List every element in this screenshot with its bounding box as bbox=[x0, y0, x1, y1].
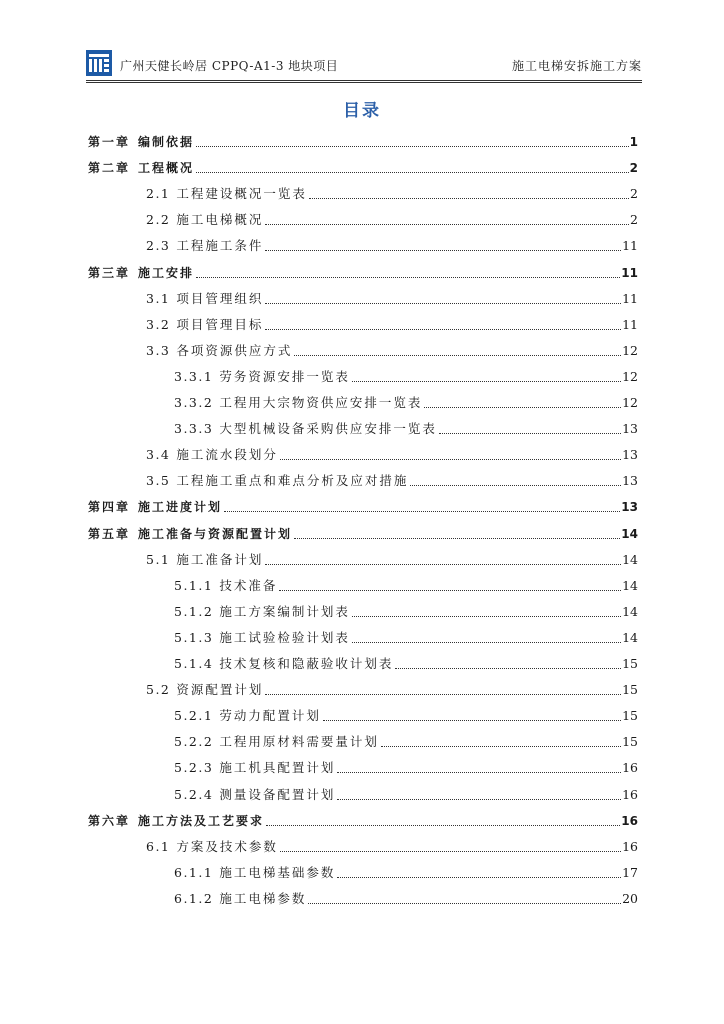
toc-entry[interactable] bbox=[146, 289, 638, 307]
toc-leader-dots bbox=[337, 877, 621, 878]
toc-section-number: 5.1 bbox=[146, 551, 171, 567]
toc-section-number: 2.1 bbox=[146, 186, 171, 202]
toc-entry-label bbox=[88, 526, 293, 542]
toc-entry-title: 工程用原材料需要量计划 bbox=[219, 734, 379, 750]
page-header bbox=[86, 48, 642, 80]
toc-entry[interactable] bbox=[146, 837, 638, 855]
toc-entry-label bbox=[146, 238, 264, 254]
toc-page-number: 2 bbox=[630, 186, 638, 202]
toc-entry-label bbox=[146, 343, 293, 359]
toc-leader-dots bbox=[337, 799, 621, 800]
toc-section-number: 2.2 bbox=[146, 212, 171, 228]
toc-leader-dots bbox=[196, 146, 629, 147]
toc-entry[interactable] bbox=[174, 785, 638, 803]
toc-entry[interactable] bbox=[174, 654, 638, 672]
toc-section-number: 3.5 bbox=[146, 473, 171, 489]
toc-page-number: 15 bbox=[622, 708, 638, 724]
toc-entry[interactable] bbox=[174, 889, 638, 907]
toc-entry-title: 施工电梯参数 bbox=[219, 890, 307, 906]
toc-entry[interactable] bbox=[146, 445, 638, 463]
toc-leader-dots bbox=[224, 511, 620, 512]
toc-leader-dots bbox=[410, 485, 621, 486]
toc-section-number: 5.1.3 bbox=[174, 629, 214, 645]
toc-page-number: 1 bbox=[629, 135, 638, 149]
toc-section-number: 5.1.1 bbox=[174, 577, 214, 593]
toc-chapter-number: 第三章 bbox=[88, 265, 131, 280]
toc-entry-label bbox=[174, 395, 423, 411]
toc-section-number: 3.3.1 bbox=[174, 368, 214, 384]
toc-leader-dots bbox=[280, 851, 621, 852]
toc-entry[interactable] bbox=[174, 602, 638, 620]
toc-entry-title: 劳动力配置计划 bbox=[219, 708, 321, 724]
toc-entry-title: 技术准备 bbox=[219, 577, 278, 593]
toc-entry-title: 测量设备配置计划 bbox=[219, 786, 336, 802]
toc-entry-title: 各项资源供应方式 bbox=[176, 342, 293, 358]
toc-chapter-number: 第五章 bbox=[88, 526, 131, 541]
header-rule-secondary bbox=[86, 82, 642, 83]
toc-page-number: 14 bbox=[621, 526, 638, 541]
toc-section-number: 5.2.1 bbox=[174, 708, 214, 724]
toc-page-number: 11 bbox=[622, 316, 638, 332]
header-rule bbox=[86, 80, 642, 81]
toc-leader-dots bbox=[265, 303, 621, 304]
toc-leader-dots bbox=[424, 407, 621, 408]
company-logo bbox=[86, 50, 112, 76]
toc-entry-label bbox=[146, 317, 264, 333]
toc-entry-label bbox=[174, 787, 336, 803]
toc-entry-title: 技术复核和隐蔽验收计划表 bbox=[219, 656, 394, 671]
toc-section-number: 3.3 bbox=[146, 342, 171, 358]
toc-page-number: 12 bbox=[622, 342, 638, 358]
toc-entry-title: 施工安排 bbox=[138, 265, 195, 280]
toc-entry-label bbox=[174, 369, 351, 385]
toc-entry[interactable] bbox=[146, 236, 638, 254]
toc-entry-title: 工程建设概况一览表 bbox=[176, 186, 307, 202]
toc-entry[interactable] bbox=[174, 758, 638, 776]
toc-entry-title: 工程概况 bbox=[138, 161, 195, 176]
toc-entry-label bbox=[146, 473, 409, 489]
toc-entry-label bbox=[174, 708, 322, 724]
toc-entry[interactable] bbox=[146, 210, 638, 228]
toc-leader-dots bbox=[352, 616, 621, 617]
toc-entry-title: 施工试验检验计划表 bbox=[219, 629, 350, 645]
toc-entry[interactable] bbox=[146, 184, 638, 202]
toc-entry-title: 工程施工重点和难点分析及应对措施 bbox=[176, 473, 409, 489]
toc-page-number: 15 bbox=[622, 734, 638, 750]
toc-entry[interactable] bbox=[88, 263, 638, 281]
toc-entry[interactable] bbox=[88, 811, 638, 829]
toc-leader-dots bbox=[294, 355, 621, 356]
toc-entry[interactable] bbox=[174, 863, 638, 881]
toc-section-number: 3.1 bbox=[146, 290, 171, 306]
toc-entry-title: 施工准备计划 bbox=[176, 551, 264, 567]
toc-page-number: 20 bbox=[622, 890, 638, 906]
toc-entry-title: 方案及技术参数 bbox=[176, 838, 278, 854]
toc-entry-label bbox=[88, 265, 195, 281]
toc-entry-label bbox=[174, 421, 438, 437]
toc-chapter-number: 第四章 bbox=[88, 500, 131, 515]
toc-page-number: 14 bbox=[622, 603, 638, 619]
toc-entry-label bbox=[88, 499, 223, 515]
toc-leader-dots bbox=[266, 825, 620, 826]
toc-leader-dots bbox=[279, 590, 621, 591]
toc-entry-label bbox=[174, 656, 394, 672]
toc-leader-dots bbox=[265, 329, 621, 330]
toc-entry-label bbox=[174, 734, 380, 750]
toc-page-number: 15 bbox=[622, 656, 638, 671]
toc-entry-label bbox=[174, 604, 351, 620]
toc-page-number: 16 bbox=[622, 760, 638, 776]
toc-page-number: 11 bbox=[621, 265, 638, 280]
toc-entry-title: 编制依据 bbox=[138, 135, 195, 149]
toc-chapter-number: 第二章 bbox=[88, 161, 131, 176]
toc-page-number: 14 bbox=[622, 629, 638, 645]
toc-entry-label bbox=[88, 160, 195, 176]
toc-entry[interactable] bbox=[174, 628, 638, 646]
toc-section-number: 6.1.1 bbox=[174, 864, 214, 880]
toc-entry-title: 资源配置计划 bbox=[176, 682, 264, 698]
toc-page-number: 13 bbox=[621, 500, 638, 515]
toc-entry-label bbox=[146, 839, 279, 855]
toc-entry-title: 施工进度计划 bbox=[138, 500, 223, 515]
toc-entry-title: 施工方案编制计划表 bbox=[219, 603, 350, 619]
toc-entry-label bbox=[146, 186, 308, 202]
toc-page-number: 2 bbox=[629, 161, 638, 176]
header-document-title: 施工电梯安拆施工方案 bbox=[511, 59, 642, 73]
toc-section-number: 3.2 bbox=[146, 316, 171, 332]
toc-chapter-number: 第一章 bbox=[88, 135, 131, 149]
toc-entry[interactable] bbox=[174, 706, 638, 724]
toc-leader-dots bbox=[265, 694, 621, 695]
toc-leader-dots bbox=[265, 224, 629, 225]
toc-entry[interactable] bbox=[88, 158, 638, 176]
toc-page-number: 2 bbox=[630, 212, 638, 228]
toc-page-number: 14 bbox=[622, 551, 638, 567]
toc-entry-title: 工程用大宗物资供应安排一览表 bbox=[219, 395, 423, 410]
toc-entry[interactable] bbox=[174, 732, 638, 750]
toc-section-number: 6.1 bbox=[146, 838, 171, 854]
toc-entry-title: 施工电梯基础参数 bbox=[219, 864, 336, 880]
toc-leader-dots bbox=[352, 381, 621, 382]
toc-page-number: 16 bbox=[621, 813, 638, 828]
toc-section-number: 5.2 bbox=[146, 682, 171, 698]
toc-entry[interactable] bbox=[88, 497, 638, 515]
toc-entry-label bbox=[88, 813, 265, 829]
toc-title: 目录 bbox=[343, 101, 381, 121]
toc-entry[interactable] bbox=[88, 132, 638, 150]
toc-entry[interactable] bbox=[146, 550, 638, 568]
toc-entry[interactable] bbox=[146, 680, 638, 698]
toc-section-number: 5.1.2 bbox=[174, 603, 214, 619]
toc-leader-dots bbox=[294, 538, 620, 539]
toc-page-number: 12 bbox=[622, 395, 638, 410]
toc-section-number: 6.1.2 bbox=[174, 890, 214, 906]
toc-section-number: 5.1.4 bbox=[174, 656, 214, 671]
toc-leader-dots bbox=[265, 564, 621, 565]
toc-entry[interactable] bbox=[146, 315, 638, 333]
toc-page-number: 17 bbox=[622, 864, 638, 880]
toc-page-number: 13 bbox=[622, 473, 638, 489]
toc-chapter-number: 第六章 bbox=[88, 813, 131, 828]
toc-leader-dots bbox=[309, 198, 629, 199]
toc-entry-label bbox=[174, 891, 307, 907]
toc-leader-dots bbox=[381, 746, 621, 747]
toc-leader-dots bbox=[439, 433, 621, 434]
toc-entry-label bbox=[146, 212, 264, 228]
toc-entry-title: 项目管理组织 bbox=[176, 290, 264, 306]
toc-entry[interactable] bbox=[146, 341, 638, 359]
toc-page-number: 16 bbox=[622, 838, 638, 854]
toc-section-number: 5.2.3 bbox=[174, 760, 214, 776]
toc-entry[interactable] bbox=[174, 419, 638, 437]
toc-entry[interactable] bbox=[174, 576, 638, 594]
toc-page-number: 13 bbox=[622, 421, 638, 437]
toc-entry-label bbox=[174, 578, 278, 594]
toc-page-number: 11 bbox=[622, 290, 638, 306]
toc-leader-dots bbox=[280, 459, 621, 460]
toc-leader-dots bbox=[265, 250, 621, 251]
toc-entry-title: 施工电梯概况 bbox=[176, 212, 264, 228]
toc-entry-title: 施工流水段划分 bbox=[176, 447, 278, 463]
toc-page-number: 12 bbox=[622, 368, 638, 384]
toc-entry[interactable] bbox=[174, 367, 638, 385]
toc-entry-title: 施工准备与资源配置计划 bbox=[138, 526, 293, 541]
toc-entry-label bbox=[146, 291, 264, 307]
toc-section-number: 5.2.2 bbox=[174, 734, 214, 750]
toc-entry-title: 项目管理目标 bbox=[176, 316, 264, 332]
toc-leader-dots bbox=[337, 772, 621, 773]
toc-leader-dots bbox=[395, 668, 621, 669]
toc-leader-dots bbox=[196, 172, 629, 173]
toc-section-number: 5.2.4 bbox=[174, 786, 214, 802]
toc-entry-title: 工程施工条件 bbox=[176, 238, 264, 254]
toc-entry[interactable] bbox=[88, 524, 638, 542]
toc-page-number: 15 bbox=[622, 682, 638, 698]
toc-entry-label bbox=[146, 447, 279, 463]
toc-leader-dots bbox=[323, 720, 621, 721]
toc-entry-label bbox=[146, 682, 264, 698]
toc-entry-title: 大型机械设备采购供应安排一览表 bbox=[219, 421, 437, 437]
toc-section-number: 2.3 bbox=[146, 238, 171, 254]
header-project-name: 广州天健长岭居 CPPQ-A1-3 地块项目 bbox=[120, 59, 339, 73]
toc-entry-title: 施工机具配置计划 bbox=[219, 760, 336, 776]
toc-entry-label bbox=[88, 134, 195, 150]
toc-page-number: 13 bbox=[622, 447, 638, 463]
toc-entry-label bbox=[174, 865, 336, 881]
toc-entry-label bbox=[174, 630, 351, 646]
toc-section-number: 3.4 bbox=[146, 447, 171, 463]
toc-page-number: 11 bbox=[622, 238, 638, 254]
toc-page-number: 14 bbox=[622, 577, 638, 593]
toc-leader-dots bbox=[308, 903, 621, 904]
toc-leader-dots bbox=[196, 277, 620, 278]
toc-section-number: 3.3.3 bbox=[174, 421, 214, 437]
toc-entry-title: 劳务资源安排一览表 bbox=[219, 368, 350, 384]
toc-section-number: 3.3.2 bbox=[174, 395, 214, 410]
toc-entry-label bbox=[174, 760, 336, 776]
toc-page-number: 16 bbox=[622, 786, 638, 802]
toc-entry-title: 施工方法及工艺要求 bbox=[138, 813, 265, 828]
toc-entry[interactable] bbox=[146, 471, 638, 489]
toc-leader-dots bbox=[352, 642, 621, 643]
toc-entry[interactable] bbox=[174, 393, 638, 411]
toc-entry-label bbox=[146, 552, 264, 568]
